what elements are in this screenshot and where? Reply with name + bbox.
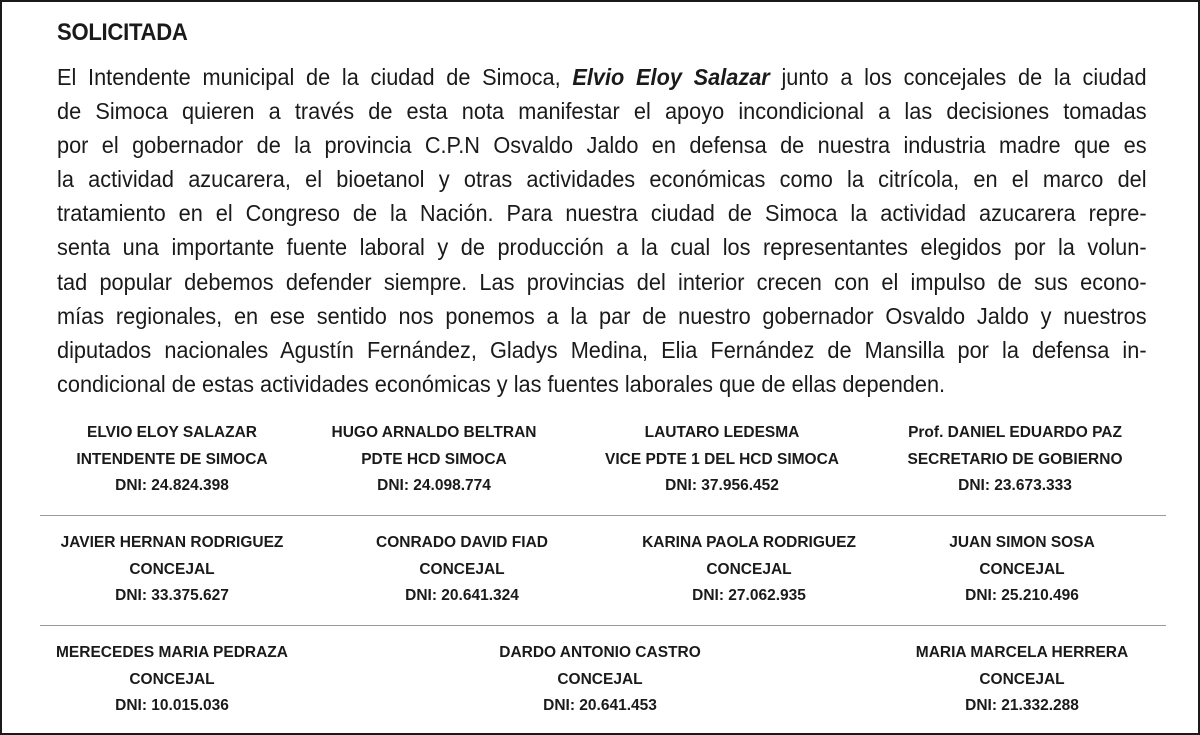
signer-name: HUGO ARNALDO BELTRAN [331, 424, 537, 441]
signer-name: Prof. DANIEL EDUARDO PAZ [908, 424, 1122, 441]
signer-role: CONCEJAL [129, 670, 215, 688]
body-line [57, 60, 1147, 94]
signer-dni: DNI: 10.015.036 [115, 697, 229, 714]
signer-role: VICE PDTE 1 DEL HCD SIMOCA [605, 450, 839, 468]
signature-block [582, 420, 862, 500]
signer-name: DARDO ANTONIO CASTRO [499, 644, 701, 661]
body-line-end: junto a los concejales de la ciudad [769, 64, 1147, 90]
signature-block [32, 530, 312, 610]
body-line-start: El Intendente municipal de la ciudad de Simoca, [57, 64, 573, 90]
signer-role: CONCEJAL [706, 560, 792, 578]
signer-dni: DNI: 24.824.398 [115, 477, 229, 494]
signature-block [609, 530, 889, 610]
signer-dni: DNI: 27.062.935 [692, 587, 806, 604]
signer-role: CONCEJAL [979, 670, 1065, 688]
signer-dni: DNI: 21.332.288 [965, 697, 1079, 714]
mayor-name-emphasis: Elvio Eloy Salazar [572, 64, 770, 90]
signer-role: INTENDENTE DE SIMOCA [76, 450, 268, 468]
signer-dni: DNI: 20.641.324 [405, 587, 519, 604]
body-line: condicional de estas actividades económicas y las fuentes laborales que de ellas dependen. [57, 370, 946, 397]
signer-role: PDTE HCD SIMOCA [361, 450, 507, 468]
body-line: tad popular debemos defender siempre. Las provincias del interior crecen con el impulso de sus econo- [57, 268, 1147, 295]
notice-heading: SOLICITADA [57, 19, 188, 46]
signer-name: LAUTARO LEDESMA [644, 424, 800, 441]
signature-block [322, 530, 602, 610]
notice-body [57, 60, 1147, 401]
row-divider [40, 625, 1166, 626]
body-line: tratamiento en el Congreso de la Nación. Para nuestra ciudad de Simoca la actividad azucarera repre- [57, 200, 1147, 227]
signer-name: MARIA MARCELA HERRERA [915, 644, 1129, 661]
signer-name: KARINA PAOLA RODRIGUEZ [642, 534, 856, 551]
signer-name: CONRADO DAVID FIAD [376, 534, 548, 551]
row-divider [40, 515, 1166, 516]
signer-role: CONCEJAL [557, 670, 643, 688]
signature-block [882, 640, 1162, 720]
body-line: la actividad azucarera, el bioetanol y otras actividades económicas como la citrícola, en el marco del [57, 166, 1147, 193]
signature-block [460, 640, 740, 720]
body-line: por el gobernador de la provincia C.P.N Osvaldo Jaldo en defensa de nuestra industria madre que es [57, 132, 1147, 159]
signature-block [32, 640, 312, 720]
signer-dni: DNI: 25.210.496 [965, 587, 1079, 604]
signer-name: MERECEDES MARIA PEDRAZA [56, 644, 288, 661]
body-line: senta una importante fuente laboral y de producción a la cual los representantes elegidos por la volun- [57, 234, 1147, 261]
signature-block [32, 420, 312, 500]
signature-block [294, 420, 574, 500]
signer-dni: DNI: 37.956.452 [665, 477, 779, 494]
body-line: mías regionales, en ese sentido nos ponemos a la par de nuestro gobernador Osvaldo Jaldo y nuestros [57, 302, 1147, 329]
signer-role: CONCEJAL [419, 560, 505, 578]
signer-dni: DNI: 33.375.627 [115, 587, 229, 604]
signer-role: SECRETARIO DE GOBIERNO [907, 450, 1123, 468]
signer-name: JAVIER HERNAN RODRIGUEZ [60, 534, 284, 551]
signer-dni: DNI: 20.641.453 [543, 697, 657, 714]
body-line: diputados nacionales Agustín Fernández, Gladys Medina, Elia Fernández de Mansilla por la defensa in- [57, 336, 1147, 363]
signer-role: CONCEJAL [979, 560, 1065, 578]
signature-block [875, 420, 1155, 500]
signer-role: CONCEJAL [129, 560, 215, 578]
body-line: de Simoca quieren a través de esta nota manifestar el apoyo incondicional a las decisiones tomadas [57, 98, 1147, 125]
signer-dni: DNI: 24.098.774 [377, 477, 491, 494]
signature-block [882, 530, 1162, 610]
signer-dni: DNI: 23.673.333 [958, 477, 1072, 494]
signer-name: ELVIO ELOY SALAZAR [87, 424, 257, 441]
signer-name: JUAN SIMON SOSA [949, 534, 1095, 551]
